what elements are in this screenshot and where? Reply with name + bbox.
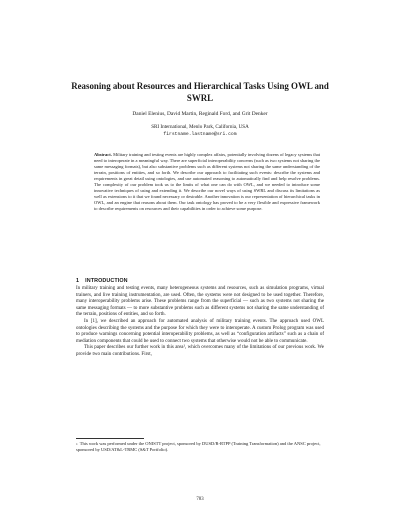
paragraph: In military training and testing events, many heterogeneous systems and resources, such as simulation programs, virtual trainers, and live training instrumentation, are used. Often, the systems were not designed to be used together. Therefore, many interoperability problems arise. These problems range from the superficial — such as two systems not sharing the same messaging formats — to more substantive problems such as different systems not sharing the same understanding of the terrain, positions of entities, and so forth. <box>76 286 324 318</box>
body-text <box>76 286 324 359</box>
affiliation: SRI International, Menlo Park, California, USA <box>151 124 249 130</box>
abstract <box>94 152 320 212</box>
footnote-marker: 1 <box>76 442 78 446</box>
section-heading <box>76 278 128 285</box>
abstract-text: Military training and testing events are highly complex affairs, potentially involving dozens of legacy systems that need to interoperate in a meaningful way. There are superficial interoperability concerns (such as two systems not sharing the same messaging formats), but also substantive problems such as different systems not sharing the same understanding of the terrain, positions of entities, and so forth. We describe our approach to facilitating such events: describe the systems and requirements in great detail using ontologies, and use automated reasoning to automatically find and help resolve problems. The complexity of our problem took us to the limits of what one can do with OWL, and we needed to introduce some innovative techniques of using and extending it. We describe our novel ways of using SWRL and discuss its limitations as well as extensions to it that we found necessary or desirable. Another innovation is our representation of hierarchical tasks in OWL, and an engine that reasons about them. Our task ontology has proved to be a very flexible and expressive framework to describe requirements on resources and their capabilities in order to achieve some purpose. <box>94 152 321 211</box>
section-title: INTRODUCTION <box>85 278 128 284</box>
email-address: firstname.lastname@sri.com <box>163 132 237 137</box>
abstract-label: Abstract. <box>94 152 112 157</box>
section-number: 1 <box>76 278 80 284</box>
paper-title: Reasoning about Resources and Hierarchical Tasks Using OWL and SWRL <box>71 81 329 103</box>
page-number: 783 <box>196 497 204 502</box>
footnote-divider <box>76 438 144 439</box>
affiliation-block <box>60 124 340 138</box>
footnote <box>76 441 324 453</box>
paragraph: In [1], we described an approach for automated analysis of military training events. The approach used OWL ontologies describing the systems and the purpose for which they were to interoperate. A custom Prolog program was used to produce warnings concerning potential interoperability problems, as well as “configuration artifacts” such as a chain of mediation components that could be used to connect two systems that otherwise would not be able to communicate. <box>76 318 324 344</box>
footnote-text: This work was performed under the ONISTT project, sponsored by DUSD/R-RTPP (Training Transformation) and the ANSC project, sponsored by USD/AT&L-TRMC (S&T Portfolio). <box>76 441 321 452</box>
paragraph: This paper describes our further work in this area¹, which overcomes many of the limitations of our previous work. We provide two main contributions. First, <box>76 345 324 357</box>
author-list: Daniel Elenius, David Martin, Reginald Ford, and Grit Denker <box>132 111 268 117</box>
